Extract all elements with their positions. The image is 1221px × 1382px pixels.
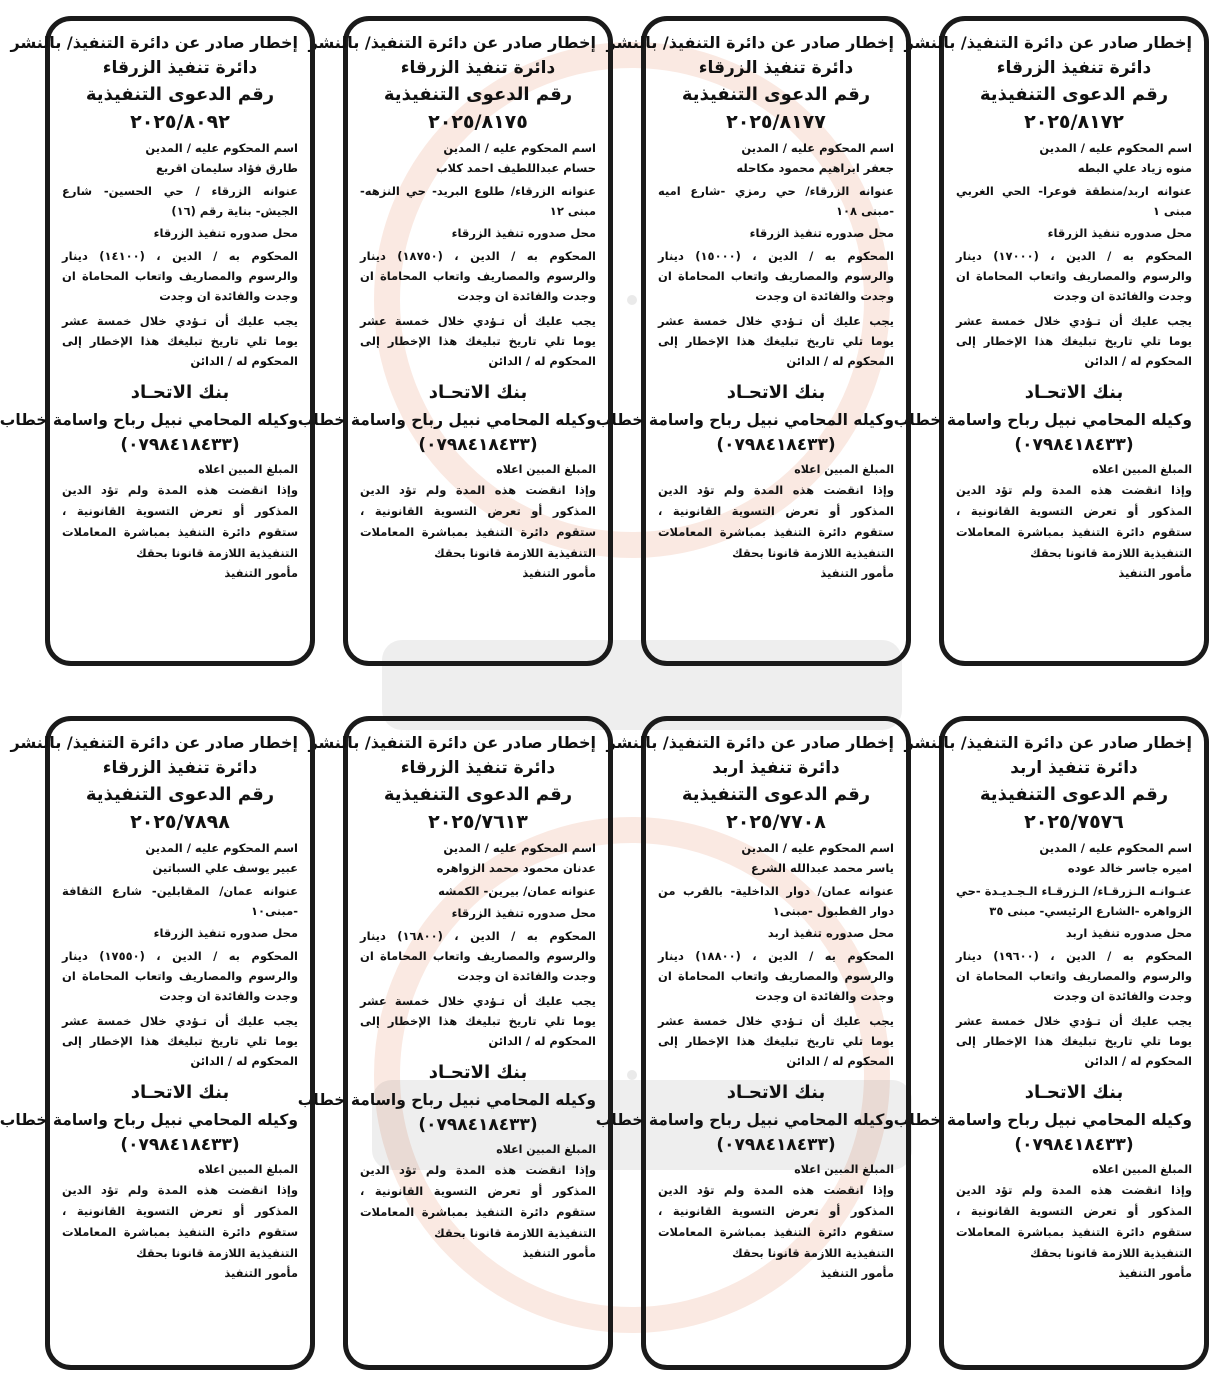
judgment-amount: المحكوم به / الدين ، (١٨٨٠٠) دينار والرسوم والمصاريف واتعاب المحاماة ان وجدت والفائدة ان وجدت — [658, 949, 894, 1003]
debtor-label: اسم المحكوم عليه / المدين — [145, 841, 298, 855]
notice-card — [297, 16, 613, 666]
officer-signature: مأمور التنفيذ — [224, 1266, 298, 1280]
judgment-amount: المحكوم به / الدين ، (١٦٨٠٠) دينار والرسوم والمصاريف واتعاب المحاماة ان وجدت والفائدة ان وجدت — [360, 929, 596, 983]
lawyer-phone: (٠٧٩٨٤١٨٤٣٣) — [716, 435, 836, 455]
judgment-amount: المحكوم به / الدين ، (١٧٥٥٠) دينار والرسوم والمصاريف واتعاب المحاماة ان وجدت والفائدة ان وجدت — [62, 949, 298, 1003]
closing-text: وإذا انقضت هذه المدة ولم تؤد الدين المذكور أو تعرض التسوية القانونية ، ستقوم دائرة التنفيذ بمباشرة المعاملات التنفيذية اللازمة قانونا بحقك — [62, 1183, 298, 1260]
notice-card — [893, 16, 1209, 666]
department: دائرة تنفيذ الزرقاء — [698, 58, 854, 78]
lawyer-name: وكيله المحامي نبيل رباح واسامة خطاب — [893, 411, 1192, 429]
notice-card — [595, 16, 911, 666]
debtor-label: اسم المحكوم عليه / المدين — [1039, 841, 1192, 855]
lawyer-name: وكيله المحامي نبيل رباح واسامة خطاب — [595, 1111, 894, 1129]
case-label: رقم الدعوى التنفيذية — [681, 84, 871, 105]
notice-card — [595, 716, 911, 1370]
case-label: رقم الدعوى التنفيذية — [383, 84, 573, 105]
source-court: محل صدوره تنفيذ الزرقاء — [1047, 226, 1192, 240]
notice-card — [0, 16, 315, 666]
payment-demand: يجب عليك أن تـؤدي خلال خمسة عشر يوما تلي تاريخ تبليغك هذا الإخطار إلى المحكوم له / الدائن — [956, 314, 1192, 368]
case-number: ٢٠٢٥/٧٦١٣ — [428, 811, 528, 833]
source-court: محل صدوره تنفيذ الزرقاء — [451, 906, 596, 920]
debtor-name: عدنان محمود محمد الزواهره — [436, 861, 596, 875]
source-court: محل صدوره تنفيذ الزرقاء — [153, 926, 298, 940]
case-label: رقم الدعوى التنفيذية — [383, 784, 573, 805]
debtor-address: عنوانه عمان/ دوار الداخلية- بالقرب من دوار الفطبول -مبنى١ — [658, 884, 894, 918]
debtor-label: اسم المحكوم عليه / المدين — [145, 141, 298, 155]
lawyer-name: وكيله المحامي نبيل رباح واسامة خطاب — [0, 1111, 298, 1129]
amount-note: المبلغ المبين اعلاه — [496, 463, 596, 476]
source-court: محل صدوره تنفيذ اربد — [1065, 926, 1192, 940]
debtor-label: اسم المحكوم عليه / المدين — [741, 141, 894, 155]
amount-note: المبلغ المبين اعلاه — [1092, 1163, 1192, 1176]
lawyer-name: وكيله المحامي نبيل رباح واسامة خطاب — [0, 411, 298, 429]
department: دائرة تنفيذ الزرقاء — [400, 758, 556, 778]
bank-name: بنك الاتحـاد — [1024, 1082, 1124, 1103]
debtor-name: جعفر ابراهيم محمود مكاحله — [736, 161, 894, 175]
judgment-amount: المحكوم به / الدين ، (١٤١٠٠) دينار والرسوم والمصاريف واتعاب المحاماة ان وجدت والفائدة ان وجدت — [62, 249, 298, 303]
debtor-name: عبير يوسف علي السباتين — [152, 861, 298, 875]
lawyer-name: وكيله المحامي نبيل رباح واسامة خطاب — [595, 411, 894, 429]
bank-name: بنك الاتحـاد — [726, 1082, 826, 1103]
officer-signature: مأمور التنفيذ — [522, 566, 596, 580]
officer-signature: مأمور التنفيذ — [1118, 566, 1192, 580]
debtor-address: عنوانه عمان/ المقابلين- شارع الثقافة -مبنى١٠ — [62, 884, 298, 918]
payment-demand: يجب عليك أن تـؤدي خلال خمسة عشر يوما تلي تاريخ تبليغك هذا الإخطار إلى المحكوم له / الدائن — [62, 314, 298, 368]
case-number: ٢٠٢٥/٨١٧٢ — [1024, 111, 1124, 133]
payment-demand: يجب عليك أن تـؤدي خلال خمسة عشر يوما تلي تاريخ تبليغك هذا الإخطار إلى المحكوم له / الدائن — [360, 994, 596, 1048]
case-label: رقم الدعوى التنفيذية — [85, 784, 275, 805]
lawyer-phone: (٠٧٩٨٤١٨٤٣٣) — [1014, 1135, 1134, 1155]
notice-heading: إخطار صادر عن دائرة التنفيذ/ بالنشر — [904, 33, 1192, 52]
notice-heading: إخطار صادر عن دائرة التنفيذ/ بالنشر — [10, 733, 298, 752]
notice-card — [0, 716, 315, 1370]
notice-heading: إخطار صادر عن دائرة التنفيذ/ بالنشر — [308, 33, 596, 52]
judgment-amount: المحكوم به / الدين ، (١٩٦٠٠) دينار والرسوم والمصاريف واتعاب المحاماة ان وجدت والفائدة ان وجدت — [956, 949, 1192, 1003]
notice-card — [297, 716, 613, 1370]
lawyer-phone: (٠٧٩٨٤١٨٤٣٣) — [120, 1135, 240, 1155]
department: دائرة تنفيذ الزرقاء — [400, 58, 556, 78]
notice-heading: إخطار صادر عن دائرة التنفيذ/ بالنشر — [308, 733, 596, 752]
department: دائرة تنفيذ اربد — [1010, 758, 1138, 778]
department: دائرة تنفيذ الزرقاء — [102, 58, 258, 78]
case-number: ٢٠٢٥/٧٧٠٨ — [726, 811, 826, 833]
lawyer-name: وكيله المحامي نبيل رباح واسامة خطاب — [297, 1091, 596, 1109]
amount-note: المبلغ المبين اعلاه — [1092, 463, 1192, 476]
closing-text: وإذا انقضت هذه المدة ولم تؤد الدين المذكور أو تعرض التسوية القانونية ، ستقوم دائرة التنفيذ بمباشرة المعاملات التنفيذية اللازمة قانونا بحقك — [360, 483, 596, 560]
bank-name: بنك الاتحـاد — [726, 382, 826, 403]
payment-demand: يجب عليك أن تـؤدي خلال خمسة عشر يوما تلي تاريخ تبليغك هذا الإخطار إلى المحكوم له / الدائن — [360, 314, 596, 368]
notice-card — [893, 716, 1209, 1370]
case-label: رقم الدعوى التنفيذية — [979, 84, 1169, 105]
debtor-name: طارق فؤاد سليمان اقريع — [156, 161, 298, 175]
judgment-amount: المحكوم به / الدين ، (١٥٠٠٠) دينار والرسوم والمصاريف واتعاب المحاماة ان وجدت والفائدة ان وجدت — [658, 249, 894, 303]
closing-text: وإذا انقضت هذه المدة ولم تؤد الدين المذكور أو تعرض التسوية القانونية ، ستقوم دائرة التنفيذ بمباشرة المعاملات التنفيذية اللازمة قانونا بحقك — [62, 483, 298, 560]
officer-signature: مأمور التنفيذ — [522, 1246, 596, 1260]
source-court: محل صدوره تنفيذ الزرقاء — [451, 226, 596, 240]
amount-note: المبلغ المبين اعلاه — [794, 1163, 894, 1176]
bank-name: بنك الاتحـاد — [130, 382, 230, 403]
payment-demand: يجب عليك أن تـؤدي خلال خمسة عشر يوما تلي تاريخ تبليغك هذا الإخطار إلى المحكوم له / الدائن — [658, 1014, 894, 1068]
payment-demand: يجب عليك أن تـؤدي خلال خمسة عشر يوما تلي تاريخ تبليغك هذا الإخطار إلى المحكوم له / الدائن — [658, 314, 894, 368]
amount-note: المبلغ المبين اعلاه — [496, 1143, 596, 1156]
officer-signature: مأمور التنفيذ — [820, 566, 894, 580]
debtor-label: اسم المحكوم عليه / المدين — [443, 841, 596, 855]
source-court: محل صدوره تنفيذ اربد — [767, 926, 894, 940]
bank-name: بنك الاتحـاد — [1024, 382, 1124, 403]
officer-signature: مأمور التنفيذ — [820, 1266, 894, 1280]
debtor-address: عنـوانـه الـزرقـاء/ الـزرقـاء الـجـديـدة -حي الزواهره -الشارع الرئيسي- مبنى ٣٥ — [956, 884, 1192, 918]
debtor-name: حسام عبداللطيف احمد كلاب — [435, 161, 596, 175]
debtor-address: عنوانه الزرقاء / حي الحسين- شارع الجيش- بناية رقم (١٦) — [62, 184, 298, 218]
debtor-address: عنوانه الزرقاء/ حي رمزي -شارع اميه -مبنى ١٠٨ — [658, 184, 894, 218]
case-number: ٢٠٢٥/٧٨٩٨ — [130, 811, 230, 833]
department: دائرة تنفيذ اربد — [712, 758, 840, 778]
debtor-address: عنوانه اربد/منطقة فوعرا- الحي الغربي مبنى ١ — [956, 184, 1192, 218]
lawyer-phone: (٠٧٩٨٤١٨٤٣٣) — [418, 1115, 538, 1135]
source-court: محل صدوره تنفيذ الزرقاء — [153, 226, 298, 240]
amount-note: المبلغ المبين اعلاه — [794, 463, 894, 476]
notice-heading: إخطار صادر عن دائرة التنفيذ/ بالنشر — [10, 33, 298, 52]
department: دائرة تنفيذ الزرقاء — [102, 758, 258, 778]
judgment-amount: المحكوم به / الدين ، (١٨٧٥٠) دينار والرسوم والمصاريف واتعاب المحاماة ان وجدت والفائدة ان وجدت — [360, 249, 596, 303]
lawyer-phone: (٠٧٩٨٤١٨٤٣٣) — [418, 435, 538, 455]
payment-demand: يجب عليك أن تـؤدي خلال خمسة عشر يوما تلي تاريخ تبليغك هذا الإخطار إلى المحكوم له / الدائن — [62, 1014, 298, 1068]
lawyer-phone: (٠٧٩٨٤١٨٤٣٣) — [120, 435, 240, 455]
payment-demand: يجب عليك أن تـؤدي خلال خمسة عشر يوما تلي تاريخ تبليغك هذا الإخطار إلى المحكوم له / الدائن — [956, 1014, 1192, 1068]
case-number: ٢٠٢٥/٧٥٧٦ — [1024, 811, 1124, 833]
case-number: ٢٠٢٥/٨٠٩٢ — [130, 111, 230, 133]
lawyer-name: وكيله المحامي نبيل رباح واسامة خطاب — [893, 1111, 1192, 1129]
debtor-label: اسم المحكوم عليه / المدين — [1039, 141, 1192, 155]
closing-text: وإذا انقضت هذه المدة ولم تؤد الدين المذكور أو تعرض التسوية القانونية ، ستقوم دائرة التنفيذ بمباشرة المعاملات التنفيذية اللازمة قانونا بحقك — [658, 483, 894, 560]
case-label: رقم الدعوى التنفيذية — [979, 784, 1169, 805]
bank-name: بنك الاتحـاد — [428, 1062, 528, 1083]
judgment-amount: المحكوم به / الدين ، (١٧٠٠٠) دينار والرسوم والمصاريف واتعاب المحاماة ان وجدت والفائدة ان وجدت — [956, 249, 1192, 303]
bank-name: بنك الاتحـاد — [130, 1082, 230, 1103]
officer-signature: مأمور التنفيذ — [224, 566, 298, 580]
notice-heading: إخطار صادر عن دائرة التنفيذ/ بالنشر — [606, 33, 894, 52]
lawyer-phone: (٠٧٩٨٤١٨٤٣٣) — [1014, 435, 1134, 455]
debtor-name: ياسر محمد عبدالله الشرع — [751, 861, 894, 875]
debtor-name: اميره جاسر خالد عوده — [1067, 861, 1192, 875]
lawyer-phone: (٠٧٩٨٤١٨٤٣٣) — [716, 1135, 836, 1155]
debtor-label: اسم المحكوم عليه / المدين — [443, 141, 596, 155]
closing-text: وإذا انقضت هذه المدة ولم تؤد الدين المذكور أو تعرض التسوية القانونية ، ستقوم دائرة التنفيذ بمباشرة المعاملات التنفيذية اللازمة قانونا بحقك — [956, 483, 1192, 560]
closing-text: وإذا انقضت هذه المدة ولم تؤد الدين المذكور أو تعرض التسوية القانونية ، ستقوم دائرة التنفيذ بمباشرة المعاملات التنفيذية اللازمة قانونا بحقك — [360, 1163, 596, 1240]
debtor-address: عنوانه الزرقاء/ طلوع البريد- حي النزهه-مبنى ١٢ — [360, 184, 596, 218]
lawyer-name: وكيله المحامي نبيل رباح واسامة خطاب — [297, 411, 596, 429]
department: دائرة تنفيذ الزرقاء — [996, 58, 1152, 78]
case-label: رقم الدعوى التنفيذية — [85, 84, 275, 105]
bank-name: بنك الاتحـاد — [428, 382, 528, 403]
debtor-address: عنوانه عمان/ بيرين- الكمشه — [438, 884, 596, 898]
closing-text: وإذا انقضت هذه المدة ولم تؤد الدين المذكور أو تعرض التسوية القانونية ، ستقوم دائرة التنفيذ بمباشرة المعاملات التنفيذية اللازمة قانونا بحقك — [658, 1183, 894, 1260]
case-label: رقم الدعوى التنفيذية — [681, 784, 871, 805]
amount-note: المبلغ المبين اعلاه — [198, 463, 298, 476]
closing-text: وإذا انقضت هذه المدة ولم تؤد الدين المذكور أو تعرض التسوية القانونية ، ستقوم دائرة التنفيذ بمباشرة المعاملات التنفيذية اللازمة قانونا بحقك — [956, 1183, 1192, 1260]
source-court: محل صدوره تنفيذ الزرقاء — [749, 226, 894, 240]
officer-signature: مأمور التنفيذ — [1118, 1266, 1192, 1280]
notice-heading: إخطار صادر عن دائرة التنفيذ/ بالنشر — [606, 733, 894, 752]
notice-heading: إخطار صادر عن دائرة التنفيذ/ بالنشر — [904, 733, 1192, 752]
case-number: ٢٠٢٥/٨١٧٥ — [428, 111, 528, 133]
notices-grid — [0, 16, 1209, 1370]
debtor-name: منوه زياد علي البطه — [1077, 161, 1192, 175]
amount-note: المبلغ المبين اعلاه — [198, 1163, 298, 1176]
debtor-label: اسم المحكوم عليه / المدين — [741, 841, 894, 855]
case-number: ٢٠٢٥/٨١٧٧ — [726, 111, 826, 133]
